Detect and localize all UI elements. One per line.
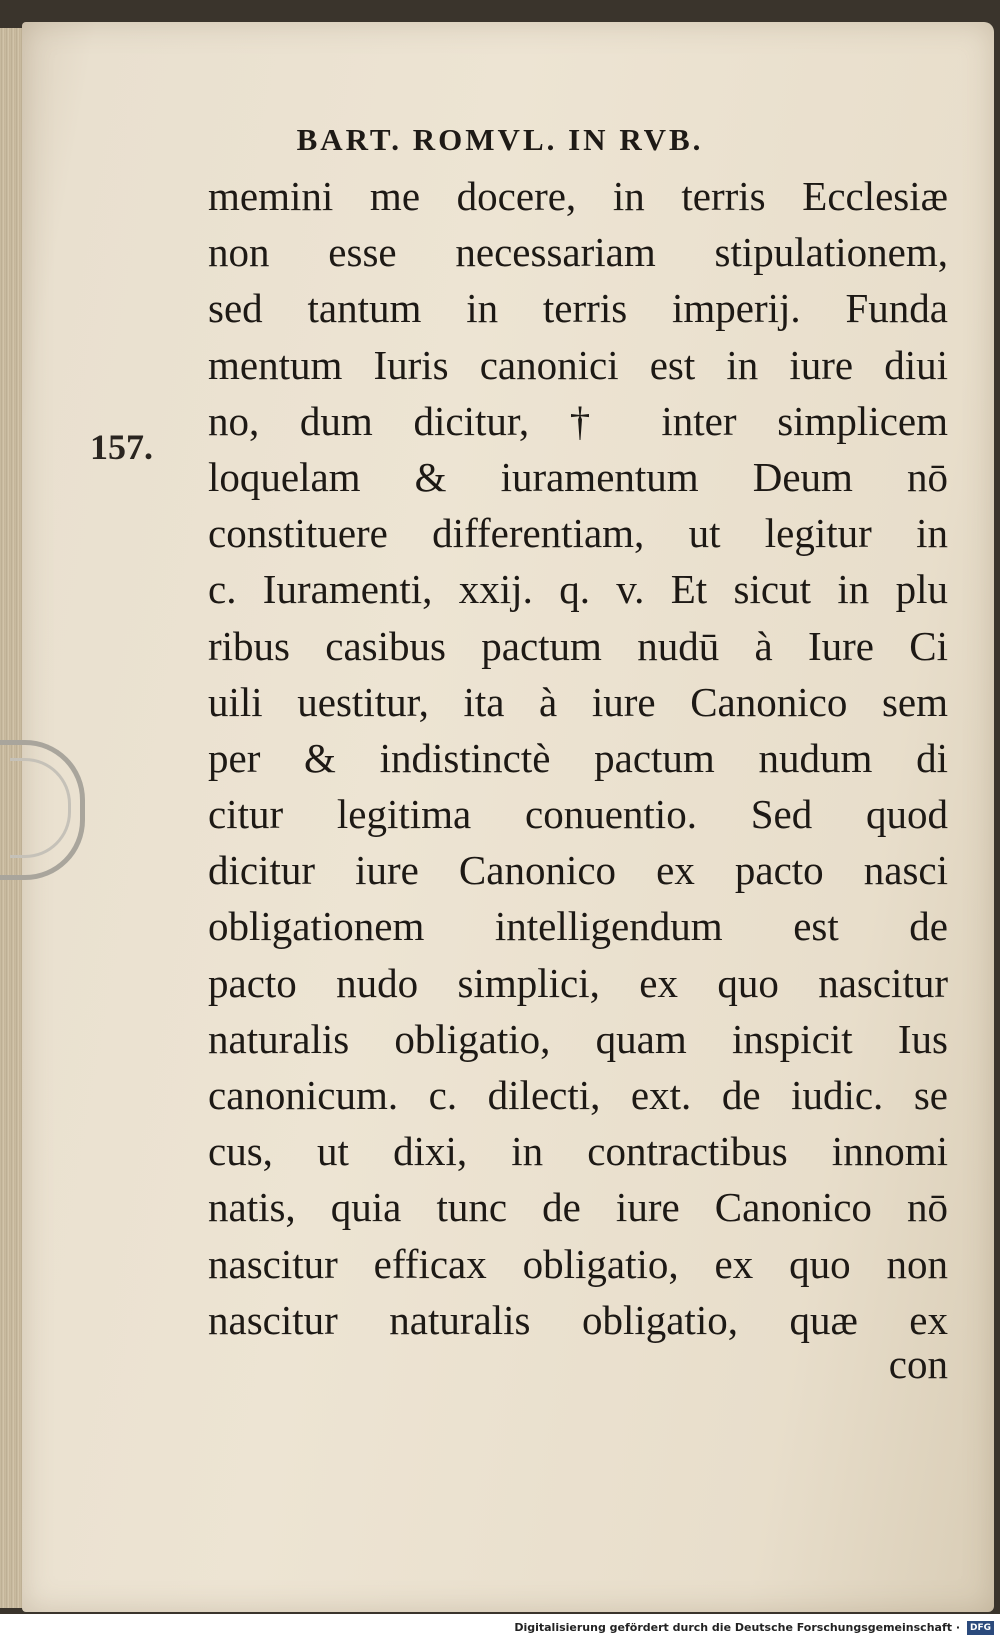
- text-line: pacto nudo simplici, ex quo nascitur: [208, 959, 948, 1006]
- text-line: natis, quia tunc de iure Canonico nō: [208, 1184, 948, 1231]
- margin-note-number: 157.: [90, 427, 153, 467]
- catchword: con: [888, 1341, 948, 1387]
- text-line: ribus casibus pactum nudū à Iure Ci: [208, 622, 948, 669]
- body-text: [208, 168, 948, 1348]
- text-line: non esse necessariam stipulationem,: [208, 229, 948, 276]
- footer-credit: Digitalisierung gefördert durch die Deutsche Forschungsgemeinschaft ·: [514, 1621, 960, 1634]
- text-line: mentum Iuris canonici est in iure diui: [208, 341, 948, 388]
- text-line: naturalis obligatio, quam inspicit Ius: [208, 1015, 948, 1062]
- text-line: dicitur iure Canonico ex pacto nasci: [208, 847, 948, 894]
- text-line: c. Iuramenti, xxij. q. v. Et sicut in plu: [208, 566, 948, 613]
- dfg-logo: DFG: [967, 1621, 994, 1635]
- text-line: per & indistinctè pactum nudum di: [208, 734, 948, 781]
- text-line: nascitur naturalis obligatio, quæ ex: [208, 1296, 948, 1343]
- text-line: citur legitima conuentio. Sed quod: [208, 791, 948, 838]
- text-line: constituere differentiam, ut legitur in: [208, 510, 948, 557]
- text-line: uili uestitur, ita à iure Canonico sem: [208, 678, 948, 725]
- text-line: nascitur efficax obligatio, ex quo non: [208, 1240, 948, 1287]
- text-line: cus, ut dixi, in contractibus innomi: [208, 1128, 948, 1175]
- text-line: sed tantum in terris imperij. Funda: [208, 285, 948, 332]
- text-line: loquelam & iuramentum Deum nō: [208, 453, 948, 500]
- text-line: canonicum. c. dilecti, ext. de iudic. se: [208, 1072, 948, 1118]
- text-line: no, dum dicitur, † inter simplicem: [208, 397, 948, 444]
- text-line: memini me docere, in terris Ecclesiæ: [208, 173, 948, 219]
- text-line: obligationem intelligendum est de: [208, 903, 948, 950]
- footer-bar: [0, 1614, 1000, 1640]
- running-head: BART. ROMVL. IN RVB.: [296, 122, 704, 157]
